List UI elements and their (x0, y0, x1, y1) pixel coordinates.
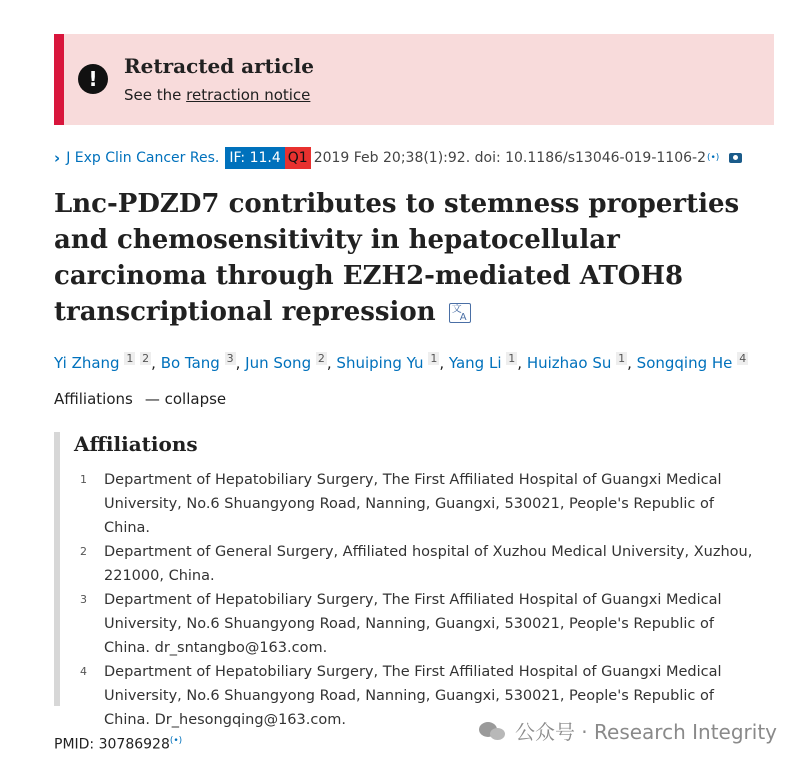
affiliation-ref[interactable]: 1 (618, 352, 626, 365)
chevron-right-icon[interactable]: › (54, 149, 61, 167)
affiliation-ref[interactable]: 1 (430, 352, 438, 365)
author-link[interactable]: Huizhao Su (526, 354, 612, 372)
retraction-title: Retracted article (124, 54, 314, 78)
author-list: Yi Zhang $^1$ $^2$ , Bo Tang $^3$ , Jun Song $^2$ , Shuiping Yu $^1$ , Yang Li $^1$ , Huizhao Su $^1$ , Songqing He $^4$ (54, 352, 747, 372)
exclamation-icon: ! (78, 64, 108, 94)
retraction-subtitle (124, 86, 310, 104)
watermark-text: 公众号 · Research Integrity (514, 720, 777, 744)
affiliation-text: Department of Hepatobiliary Surgery, The First Affiliated Hospital of Guangxi Medical University, No.6 Shuangyong Road, Nanning, Guangxi, 530021, People's Republic of China. dr_sntangbo@163.com. (104, 592, 722, 656)
affiliation-number: 3 (80, 593, 87, 606)
affiliation-number: 2 (80, 545, 87, 558)
author-link[interactable]: Bo Tang (160, 354, 220, 372)
wechat-logo-icon (479, 720, 507, 742)
affiliations-heading: Affiliations (74, 432, 198, 456)
citation-line (54, 147, 742, 169)
affiliations-toggle-label: Affiliations (54, 390, 133, 408)
affiliation-ref[interactable]: 1 (508, 352, 516, 365)
retraction-sub-prefix: See the (124, 86, 187, 104)
affiliation-text: Department of Hepatobiliary Surgery, The First Affiliated Hospital of Guangxi Medical University, No.6 Shuangyong Road, Nanning, Guangxi, 530021, People's Republic of China. Dr_hesongqing@163.com. (104, 664, 722, 728)
journal-link[interactable]: J Exp Clin Cancer Res. (66, 150, 220, 166)
affiliation-text: Department of General Surgery, Affiliated hospital of Xuzhou Medical University, Xuzhou, 221000, China. (104, 544, 753, 584)
article-title (54, 186, 774, 330)
affiliation-ref[interactable]: 1 (126, 352, 134, 365)
retraction-banner (54, 34, 774, 125)
author-link[interactable]: Yang Li (448, 354, 502, 372)
collapse-dash-icon[interactable]: — (144, 390, 160, 408)
quartile-badge: Q1 (285, 147, 311, 169)
article-title-text: Lnc-PDZD7 contributes to stemness properties and chemosensitivity in hepatocellular carcinoma through EZH2-mediated ATOH8 transcriptional repression (54, 189, 740, 327)
affiliations-list (80, 468, 760, 732)
affiliations-toggle (54, 390, 226, 408)
collapse-link[interactable]: collapse (164, 390, 227, 408)
doi-link-icon[interactable]: (•) (706, 153, 720, 163)
affiliation-number: 1 (80, 473, 87, 486)
affiliation-ref[interactable]: 2 (142, 352, 150, 365)
affiliation-ref[interactable]: 3 (226, 352, 234, 365)
pmid (54, 736, 182, 753)
author-link[interactable]: Shuiping Yu (336, 354, 424, 372)
author-link[interactable]: Jun Song (245, 354, 312, 372)
affiliation-ref[interactable]: 4 (739, 352, 747, 365)
affiliation-item (80, 540, 760, 588)
affiliations-panel (54, 432, 774, 728)
affiliation-number: 4 (80, 665, 87, 678)
affiliation-item (80, 468, 760, 540)
pmid-text: PMID: 30786928 (54, 736, 170, 753)
impact-factor-badge: IF: 11.4 (225, 147, 284, 169)
affiliation-item (80, 588, 760, 660)
citation-details: 2019 Feb 20;38(1):92. doi: 10.1186/s13046-019-1106-2 (313, 150, 706, 166)
affiliation-ref[interactable]: 2 (317, 352, 325, 365)
retraction-notice-link[interactable]: retraction notice (186, 86, 311, 104)
translate-icon[interactable]: 文 A (449, 303, 471, 323)
affiliation-text: Department of Hepatobiliary Surgery, The First Affiliated Hospital of Guangxi Medical University, No.6 Shuangyong Road, Nanning, Guangxi, 530021, People's Republic of China. (104, 472, 722, 536)
pmid-link-icon[interactable]: (•) (169, 736, 183, 746)
camera-icon[interactable] (729, 153, 742, 163)
author-link[interactable]: Songqing He (636, 354, 733, 372)
author-link[interactable]: Yi Zhang (54, 354, 120, 372)
watermark (479, 716, 777, 745)
